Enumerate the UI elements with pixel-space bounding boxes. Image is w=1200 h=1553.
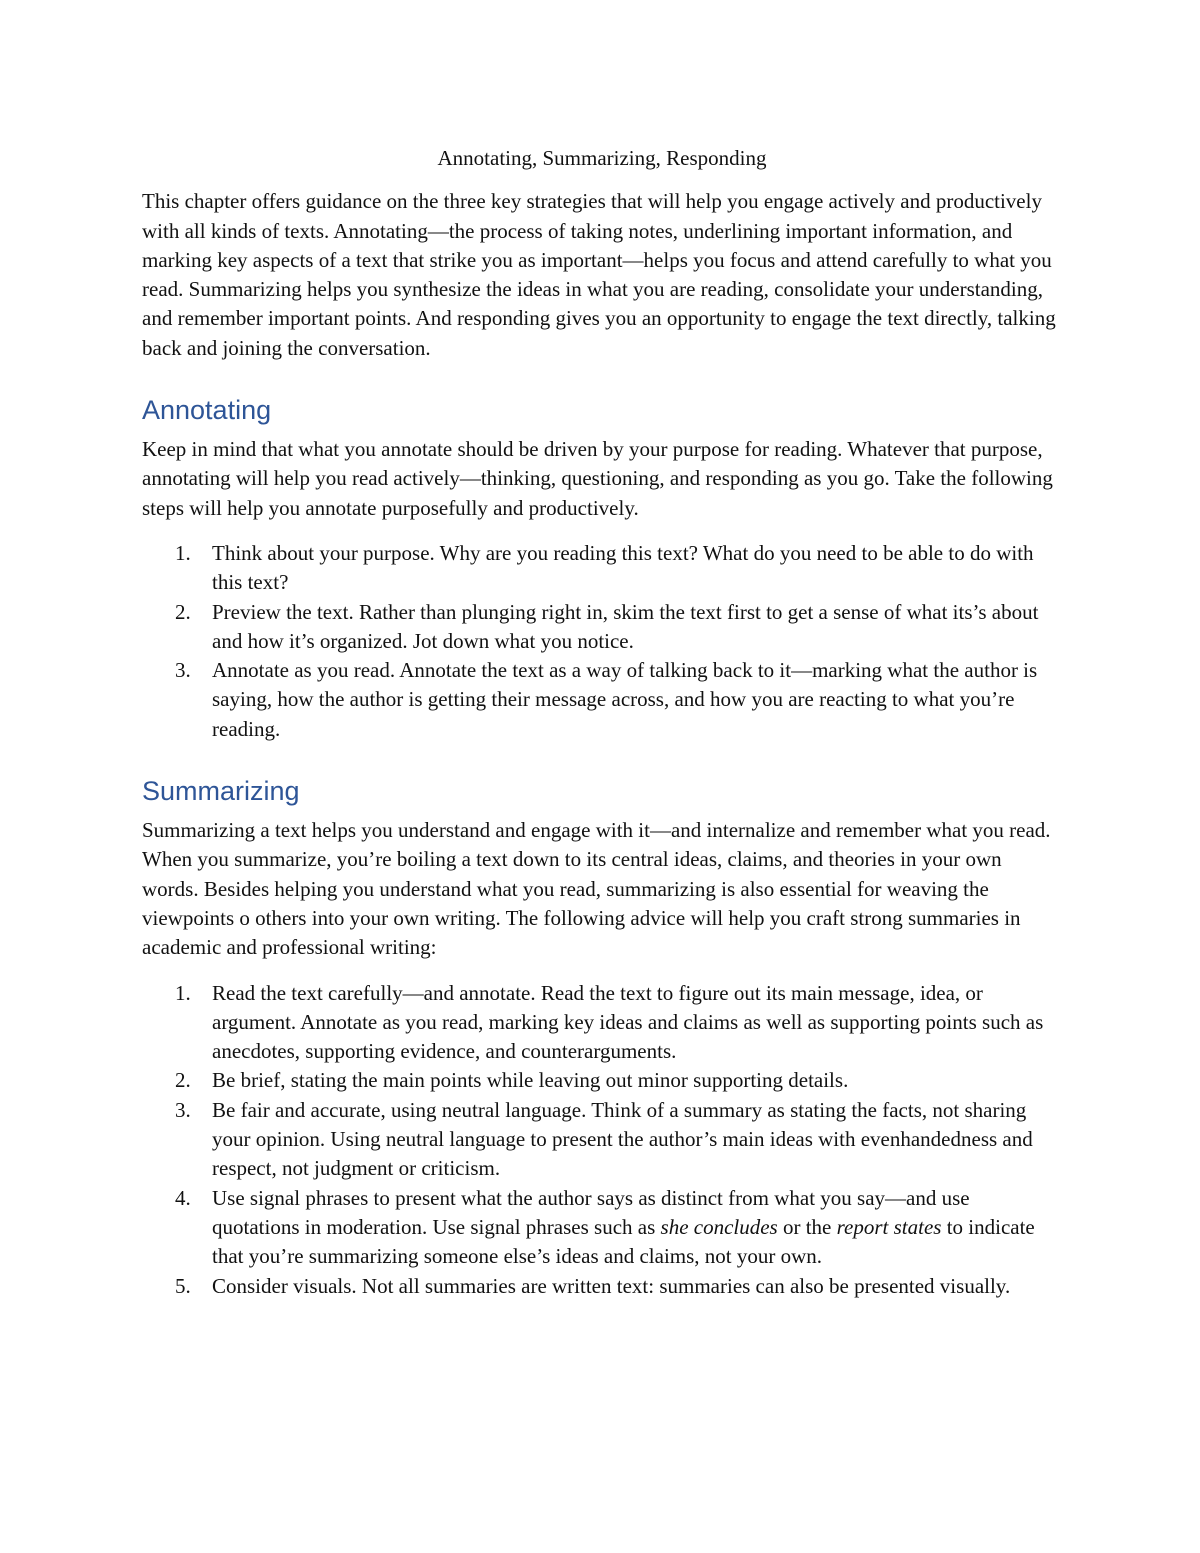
annotating-paragraph: Keep in mind that what you annotate should be driven by your purpose for reading. Whatever that purpose, annotating will help you read actively—thinking, questioning, and responding as you go. Take the following steps will help you annotate purposefully and productively. [142,437,1053,520]
list-item [142,656,1062,744]
list-item-number: 1. [175,540,191,565]
list-item-text-part: to indicate that you’re summarizing someone else’s ideas and claims, not your own. [212,1214,1035,1269]
list-item-text: Annotate as you read. Annotate the text as a way of talking back to it—marking what the author is saying, how the author is getting their message across, and how you are reacting to what you’re reading. [212,658,1038,741]
list-item-number: 1. [175,980,191,1005]
list-item-text: Preview the text. Rather than plunging right in, skim the text first to get a sense of what its’s about and how it’s organized. Jot down what you notice. [212,599,1039,653]
summarizing-paragraph: Summarizing a text helps you understand and engage with it—and internalize and remember what you read. When you summarize, you’re boiling a text down to its central ideas, claims, and theories in your own words. Besides helping you understand what you read, summarizing is also essential for weaving the viewpoints o others into your own writing. The following advice will help you craft strong summaries in academic and professional writing: [142,818,1051,960]
list-item [142,1272,1062,1301]
list-item [142,1066,1062,1095]
annotating-steps-list [142,539,1062,744]
list-item [142,598,1062,657]
list-item [142,979,1062,1067]
list-item-text: Be fair and accurate, using neutral language. Think of a summary as stating the facts, not sharing your opinion. Using neutral language to present the author’s main ideas with evenhandedness and respect, not judgment or criticism. [212,1097,1033,1181]
signal-phrase-example: report states [836,1214,942,1239]
document-title: Annotating, Summarizing, Responding [437,146,767,170]
list-item-text: Think about your purpose. Why are you reading this text? What do you need to be able to do with this text? [212,540,1034,595]
list-item-text: Be brief, stating the main points while leaving out minor supporting details. [212,1068,849,1093]
document-content [142,144,1062,1301]
list-item-number: 2. [175,599,191,624]
signal-phrase-example: she concludes [660,1214,778,1239]
heading-summarizing: Summarizing [142,776,300,807]
list-item [142,539,1062,598]
list-item-number: 5. [175,1273,191,1298]
list-item-text: Consider visuals. Not all summaries are written text: summaries can also be presented visually. [212,1273,1011,1298]
list-item-text-part: Use signal phrases to present what the author says as distinct from what you say—and use quotations in moderation. Use signal phrases such as [212,1185,970,1239]
list-item-number: 3. [175,1097,191,1122]
heading-annotating: Annotating [142,395,272,426]
list-item-number: 2. [175,1068,191,1093]
list-item [142,1096,1062,1184]
list-item-text [212,1186,1035,1269]
list-item-text-part: or the [777,1214,837,1239]
list-item-number: 4. [175,1185,191,1210]
list-item-number: 3. [175,658,191,683]
list-item-text: Read the text carefully—and annotate. Read the text to figure out its main message, idea, or argument. Annotate as you read, marking key ideas and claims as well as supporting points such as anecdotes, supporting evidence, and counterarguments. [212,980,1044,1064]
list-item [142,1184,1062,1272]
intro-paragraph: This chapter offers guidance on the three key strategies that will help you engage actively and productively with all kinds of texts. Annotating—the process of taking notes, underlining important information, and marking key aspects of a text that strike you as important—helps you focus and attend carefully to what you read. Summarizing helps you synthesize the ideas in what you are reading, consolidate your understanding, and remember important points. And responding gives you an opportunity to engage the text directly, talking back and joining the conversation. [142,189,1056,360]
summarizing-advice-list [142,979,1062,1301]
